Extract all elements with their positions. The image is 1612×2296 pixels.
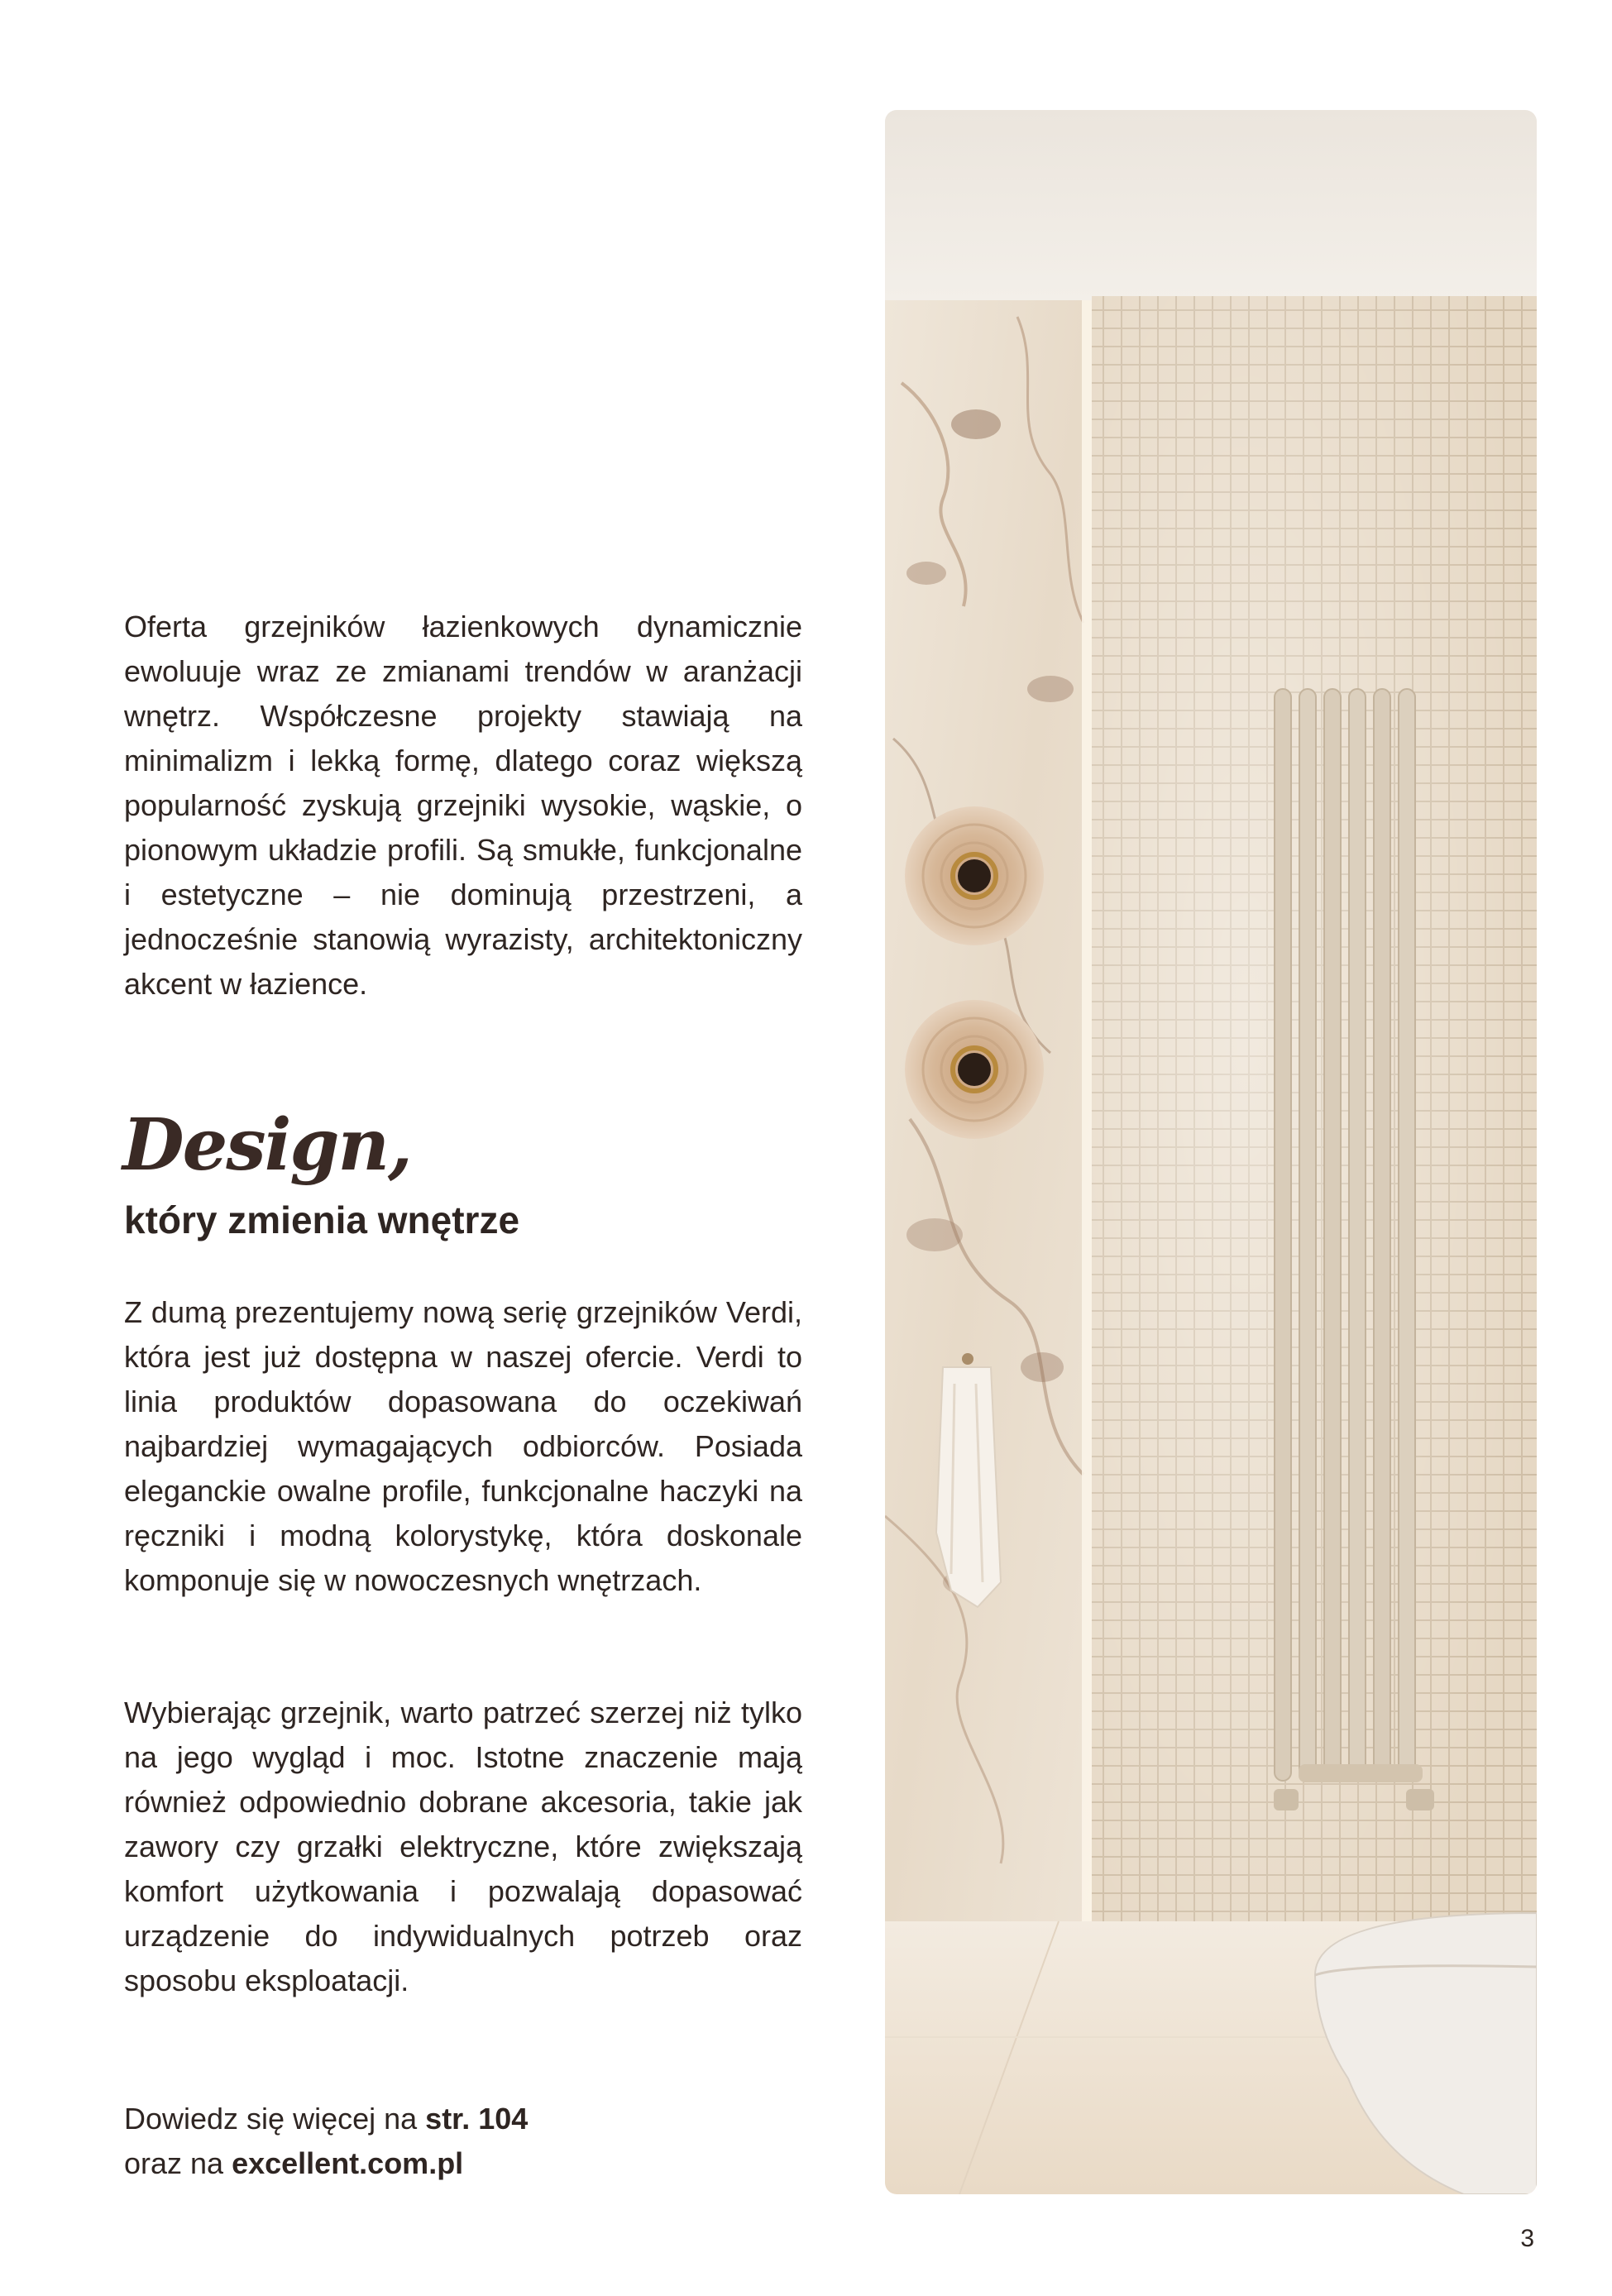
intro-paragraph: Oferta grzejników łazienkowych dynamicznie ewoluuje wraz ze zmianami trendów w aranżacji wnętrz. Współczesne projekty stawiają na minimalizm i lekką formę, dlatego coraz większą popularność zyskują grzejniki wysokie, wąskie, o pionowym układzie profili. Są smukłe, funkcjonalne i estetyczne – nie dominują przestrzeni, a jednocześnie stanowią wyrazisty, architektoniczny akcent w łazience. [124,610,802,1001]
body-paragraph-1: Z dumą prezentujemy nową serię grzejników Verdi, która jest już dostępna w naszej ofercie. Verdi to linia produktów dopasowana do oczekiwań najbardziej wymagających odbiorców. Posiada eleganckie owalne profile, funkcjonalne haczyki na ręczniki i modną kolorystykę, która doskonale komponuje się w nowoczesnych wnętrzach. [124,1295,802,1597]
wall-lamp-icon [905,806,1044,945]
bathroom-photo [885,110,1537,2194]
cta-line-website [124,2141,463,2186]
body-paragraph-2: Wybierając grzejnik, warto patrzeć szerzej niż tylko na jego wygląd i moc. Istotne znaczenie mają również odpowiednio dobrane akcesoria, takie jak zawory czy grzałki elektryczne, które zwiększają komfort użytkowania i pozwalają dopasować urządzenie do indywidualnych potrzeb oraz sposobu eksploatacji. [124,1696,802,1997]
page-number: 3 [1520,2225,1534,2252]
section-subtitle: który zmienia wnętrze [124,1198,520,1241]
wall-lamp-icon [905,1000,1044,1139]
towel-icon [936,1353,1001,1607]
cta-prefix: Dowiedz się więcej na [124,2102,426,2136]
website-link[interactable]: excellent.com.pl [232,2146,464,2180]
cta-prefix: oraz na [124,2146,232,2180]
page-reference: str. 104 [425,2102,529,2136]
section-title: Design, [122,1103,411,1187]
cta-line-page [124,2097,528,2141]
